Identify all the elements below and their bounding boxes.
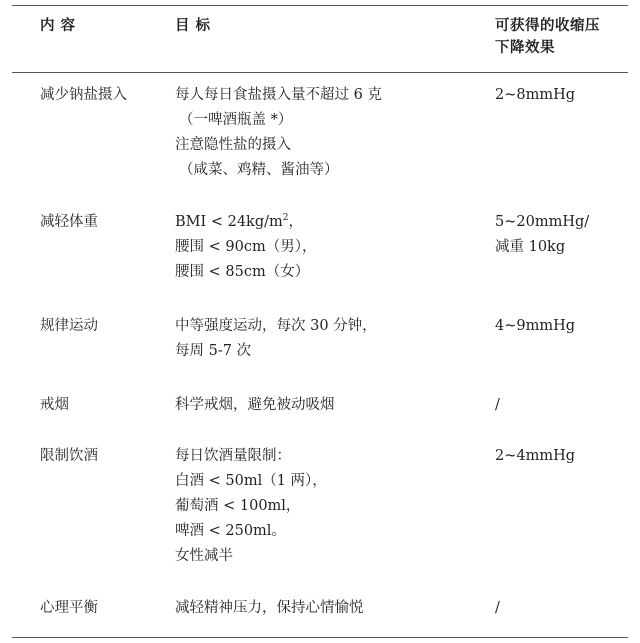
row-target (175, 393, 335, 418)
row-effect (495, 210, 589, 260)
target-line: 每日饮酒量限制： (175, 448, 291, 464)
row-content: 规律运动 (40, 318, 98, 334)
target-line (175, 210, 316, 235)
target-line: 每人每日食盐摄入量不超过 6 克 (175, 87, 382, 103)
header-content: 内 容 (40, 17, 76, 34)
effect-line: / (495, 600, 500, 616)
bmi-suffix: ， (288, 214, 303, 230)
target-line: 减轻精神压力，保持心情愉悦 (175, 600, 364, 616)
row-effect (495, 314, 575, 339)
target-line: 科学戒烟，避免被动吸烟 (175, 397, 335, 413)
target-line: 腰围 < 85cm（女） (175, 264, 310, 280)
target-line: 中等强度运动，每次 30 分钟， (175, 318, 377, 334)
row-target (175, 83, 382, 183)
row-content: 减轻体重 (40, 214, 98, 230)
table-header-rule (12, 72, 628, 73)
target-line: 注意隐性盐的摄入 (175, 137, 291, 153)
row-target (175, 596, 364, 621)
bmi-text: BMI < 24kg/m (175, 214, 283, 230)
table-top-rule (12, 5, 628, 6)
row-target (175, 444, 327, 569)
row-content: 心理平衡 (40, 600, 98, 616)
table-bottom-rule (12, 637, 628, 638)
row-effect (495, 83, 575, 108)
target-line: （咸菜、鸡精、酱油等） (179, 162, 339, 178)
header-effect-line1: 可获得的收缩压 (495, 17, 600, 34)
header-effect (495, 15, 600, 59)
effect-line: 减重 10kg (495, 239, 566, 255)
effect-line: 5~20mmHg/ (495, 214, 590, 230)
effect-line: / (495, 397, 500, 413)
effect-line: 4~9mmHg (495, 318, 576, 334)
target-line: （一啤酒瓶盖 *） (179, 112, 293, 128)
target-line: 腰围 < 90cm（男）， (175, 239, 317, 255)
row-target (175, 210, 316, 285)
row-effect (495, 444, 575, 469)
row-content: 戒烟 (40, 397, 69, 413)
row-content: 限制饮酒 (40, 448, 98, 464)
header-target: 目 标 (175, 17, 211, 34)
target-line: 女性减半 (175, 548, 233, 564)
effect-line: 2~4mmHg (495, 448, 576, 464)
row-effect (495, 393, 500, 418)
effect-line: 2~8mmHg (495, 87, 576, 103)
blood-pressure-table (12, 0, 628, 643)
target-line: 葡萄酒 < 100ml， (175, 498, 301, 514)
target-line: 白酒 < 50ml（1 两）， (175, 473, 327, 489)
row-target (175, 314, 377, 364)
target-line: 每周 5-7 次 (175, 343, 252, 359)
target-line: 啤酒 < 250ml。 (175, 523, 286, 539)
row-content: 减少钠盐摄入 (40, 87, 127, 103)
row-effect (495, 596, 500, 621)
bmi-superscript: 2 (282, 213, 289, 224)
header-effect-line2: 下降效果 (495, 39, 555, 56)
